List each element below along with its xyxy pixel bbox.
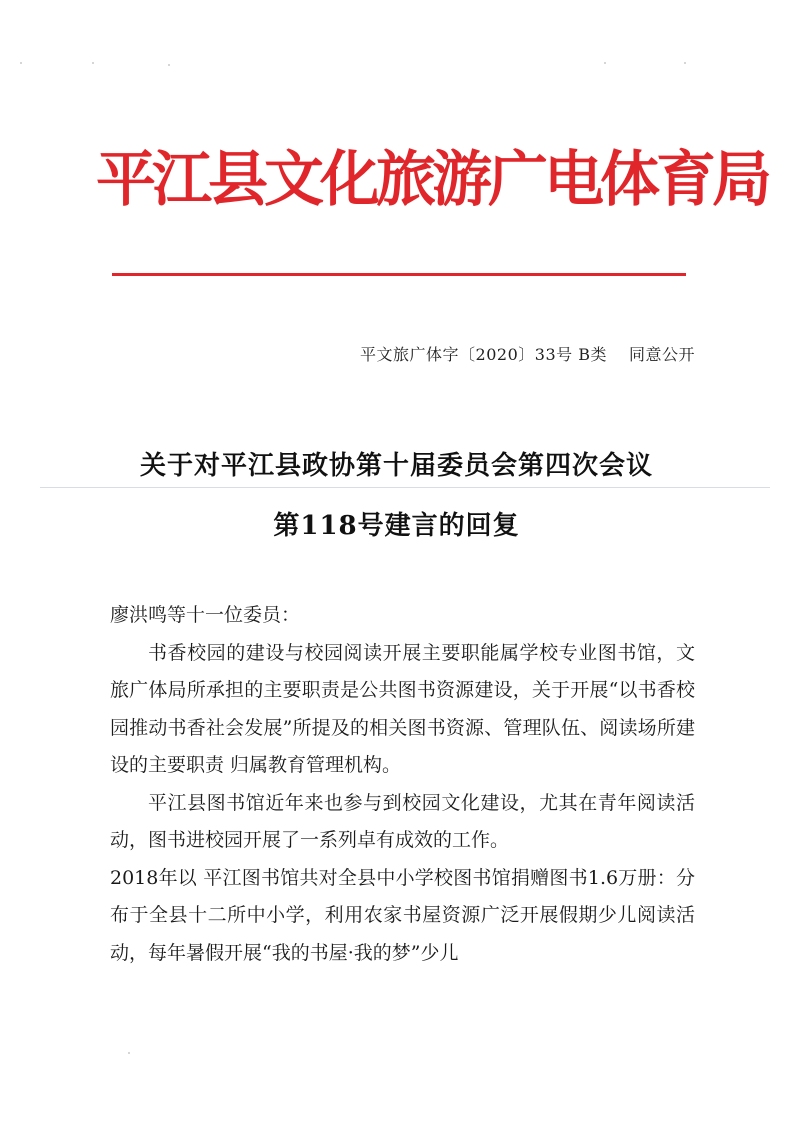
disclosure-status: 同意公开 (628, 345, 695, 364)
scan-speck (684, 62, 686, 64)
red-divider-rule (112, 273, 686, 276)
paragraph-2: 平江县图书馆近年来也参与到校园文化建设，尤其在青年阅读活动，图书进校园开展了一系列卓有成效的工作。 (110, 791, 695, 851)
scan-speck (128, 1052, 130, 1054)
letter-body (110, 597, 695, 972)
salutation: 廖洪鸣等十一位委员： (110, 604, 301, 626)
paragraph-3: 2018年以 平江图书馆共对全县中小学校图书馆捐赠图书1.6万册：分布于全县十二所中小学，利用农家书屋资源广泛开展假期少儿阅读活动，每年暑假开展“我的书屋·我的梦”少儿 (110, 866, 695, 964)
document-number-line (360, 342, 695, 365)
scan-speck (168, 64, 170, 66)
document-title-line1: 关于对平江县政协第十届委员会第四次会议 (139, 451, 653, 481)
scan-speck (604, 62, 606, 64)
agency-masthead: 平江县文化旅游广电体育局 (96, 145, 768, 215)
scan-speck (92, 62, 94, 64)
document-number: 平文旅广体字〔2020〕33号 B类 (360, 345, 607, 364)
scan-speck (20, 62, 22, 64)
paragraph-1: 书香校园的建设与校园阅读开展主要职能属学校专业图书馆，文旅广体局所承担的主要职责是公共图书资源建设，关于开展“以书香校园推动书香社会发展”所提及的相关图书资源、管理队伍、阅读场所建设的主要职责 归属教育管理机构。 (110, 641, 695, 776)
document-title-line2: 第118号建言的回复 (273, 511, 520, 541)
scan-artifact-line (40, 487, 770, 488)
